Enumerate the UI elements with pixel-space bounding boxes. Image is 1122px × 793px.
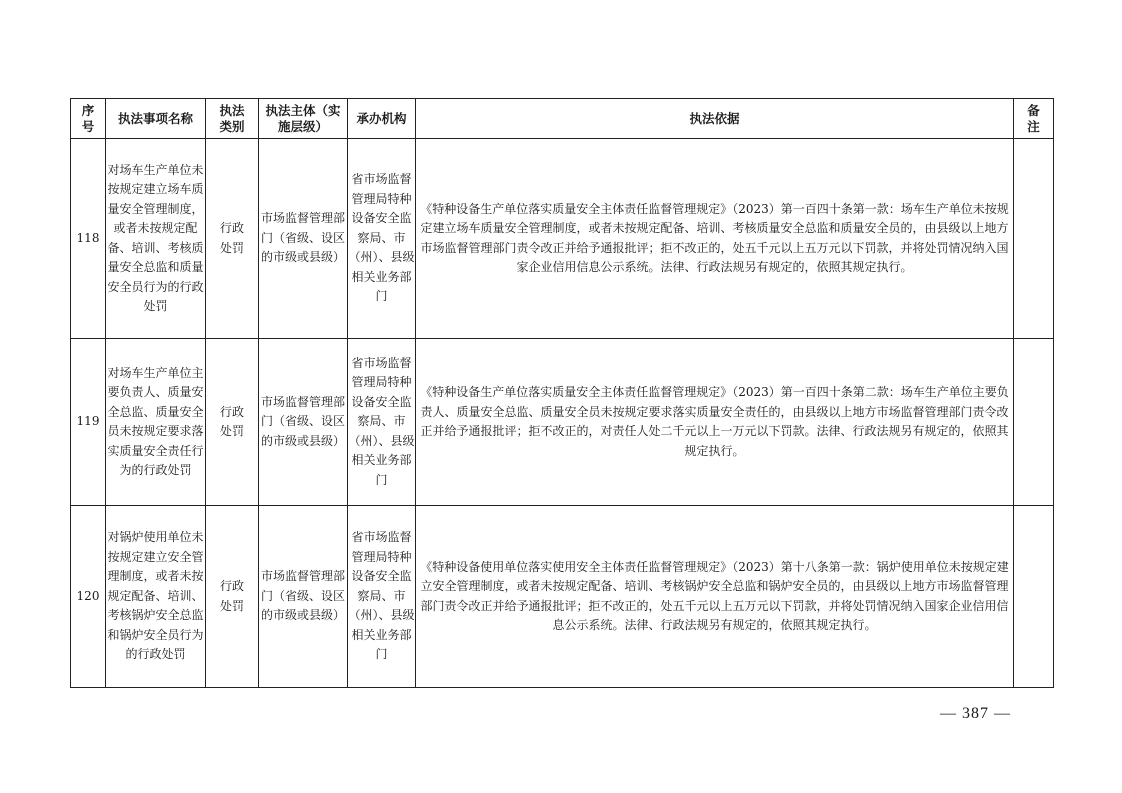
row-no: 118: [71, 139, 106, 339]
header-no: 序号: [71, 99, 106, 139]
header-subject: 执法主体（实施层级）: [259, 99, 348, 139]
table-row: [71, 506, 1054, 688]
row-basis: 《特种设备生产单位落实质量安全主体责任监督管理规定》（2023）第一百四十条第一款：场车生产单位未按规定建立场车质量安全管理制度，或者未按规定配备、培训、考核质量安全总监和质量安全员的，由县级以上地方市场监督管理部门责令改正并给予通报批评；拒不改正的，处五千元以上五万元以下罚款，并将处罚情况纳入国家企业信用信息公示系统。法律、行政法规另有规定的，依照其规定执行。: [416, 139, 1014, 339]
row-basis: 《特种设备使用单位落实使用安全主体责任监督管理规定》（2023）第十八条第一款：锅炉使用单位未按规定建立安全管理制度，或者未按规定配备、培训、考核锅炉安全总监和锅炉安全员的，由县级以上地方市场监督管理部门责令改正并给予通报批评；拒不改正的，处五千元以上五万元以下罚款，并将处罚情况纳入国家企业信用信息公示系统。法律、行政法规另有规定的，依照其规定执行。: [416, 506, 1014, 688]
row-remark: [1014, 506, 1054, 688]
row-remark: [1014, 139, 1054, 339]
header-type: 执法类别: [206, 99, 259, 139]
row-subject: 市场监督管理部门（省级、设区的市级或县级）: [259, 506, 348, 688]
row-name: 对锅炉使用单位未按规定建立安全管理制度，或者未按规定配备、培训、考核锅炉安全总监和锅炉安全员行为的行政处罚: [106, 506, 206, 688]
table-row: [71, 139, 1054, 339]
header-row: [71, 99, 1054, 139]
row-type: 行政处罚: [206, 506, 259, 688]
header-remark: 备注: [1014, 99, 1054, 139]
row-name: 对场车生产单位未按规定建立场车质量安全管理制度，或者未按规定配备、培训、考核质量安全总监和质量安全员行为的行政处罚: [106, 139, 206, 339]
row-subject: 市场监督管理部门（省级、设区的市级或县级）: [259, 339, 348, 506]
row-org: 省市场监督管理局特种设备安全监察局、市（州）、县级相关业务部门: [348, 506, 416, 688]
row-basis: 《特种设备生产单位落实质量安全主体责任监督管理规定》（2023）第一百四十条第二款：场车生产单位主要负责人、质量安全总监、质量安全员未按规定要求落实质量安全责任的，由县级以上地方市场监督管理部门责令改正并给予通报批评；拒不改正的，对责任人处二千元以上一万元以下罚款。法律、行政法规另有规定的，依照其规定执行。: [416, 339, 1014, 506]
row-name: 对场车生产单位主要负责人、质量安全总监、质量安全员未按规定要求落实质量安全责任行为的行政处罚: [106, 339, 206, 506]
row-org: 省市场监督管理局特种设备安全监察局、市（州）、县级相关业务部门: [348, 139, 416, 339]
row-no: 119: [71, 339, 106, 506]
row-remark: [1014, 339, 1054, 506]
row-type: 行政处罚: [206, 139, 259, 339]
page-number: — 387 —: [940, 705, 1011, 722]
header-name: 执法事项名称: [106, 99, 206, 139]
row-no: 120: [71, 506, 106, 688]
enforcement-table: [70, 98, 1054, 688]
header-org: 承办机构: [348, 99, 416, 139]
row-type: 行政处罚: [206, 339, 259, 506]
header-basis: 执法依据: [416, 99, 1014, 139]
row-org: 省市场监督管理局特种设备安全监察局、市（州）、县级相关业务部门: [348, 339, 416, 506]
table-row: [71, 339, 1054, 506]
row-subject: 市场监督管理部门（省级、设区的市级或县级）: [259, 139, 348, 339]
